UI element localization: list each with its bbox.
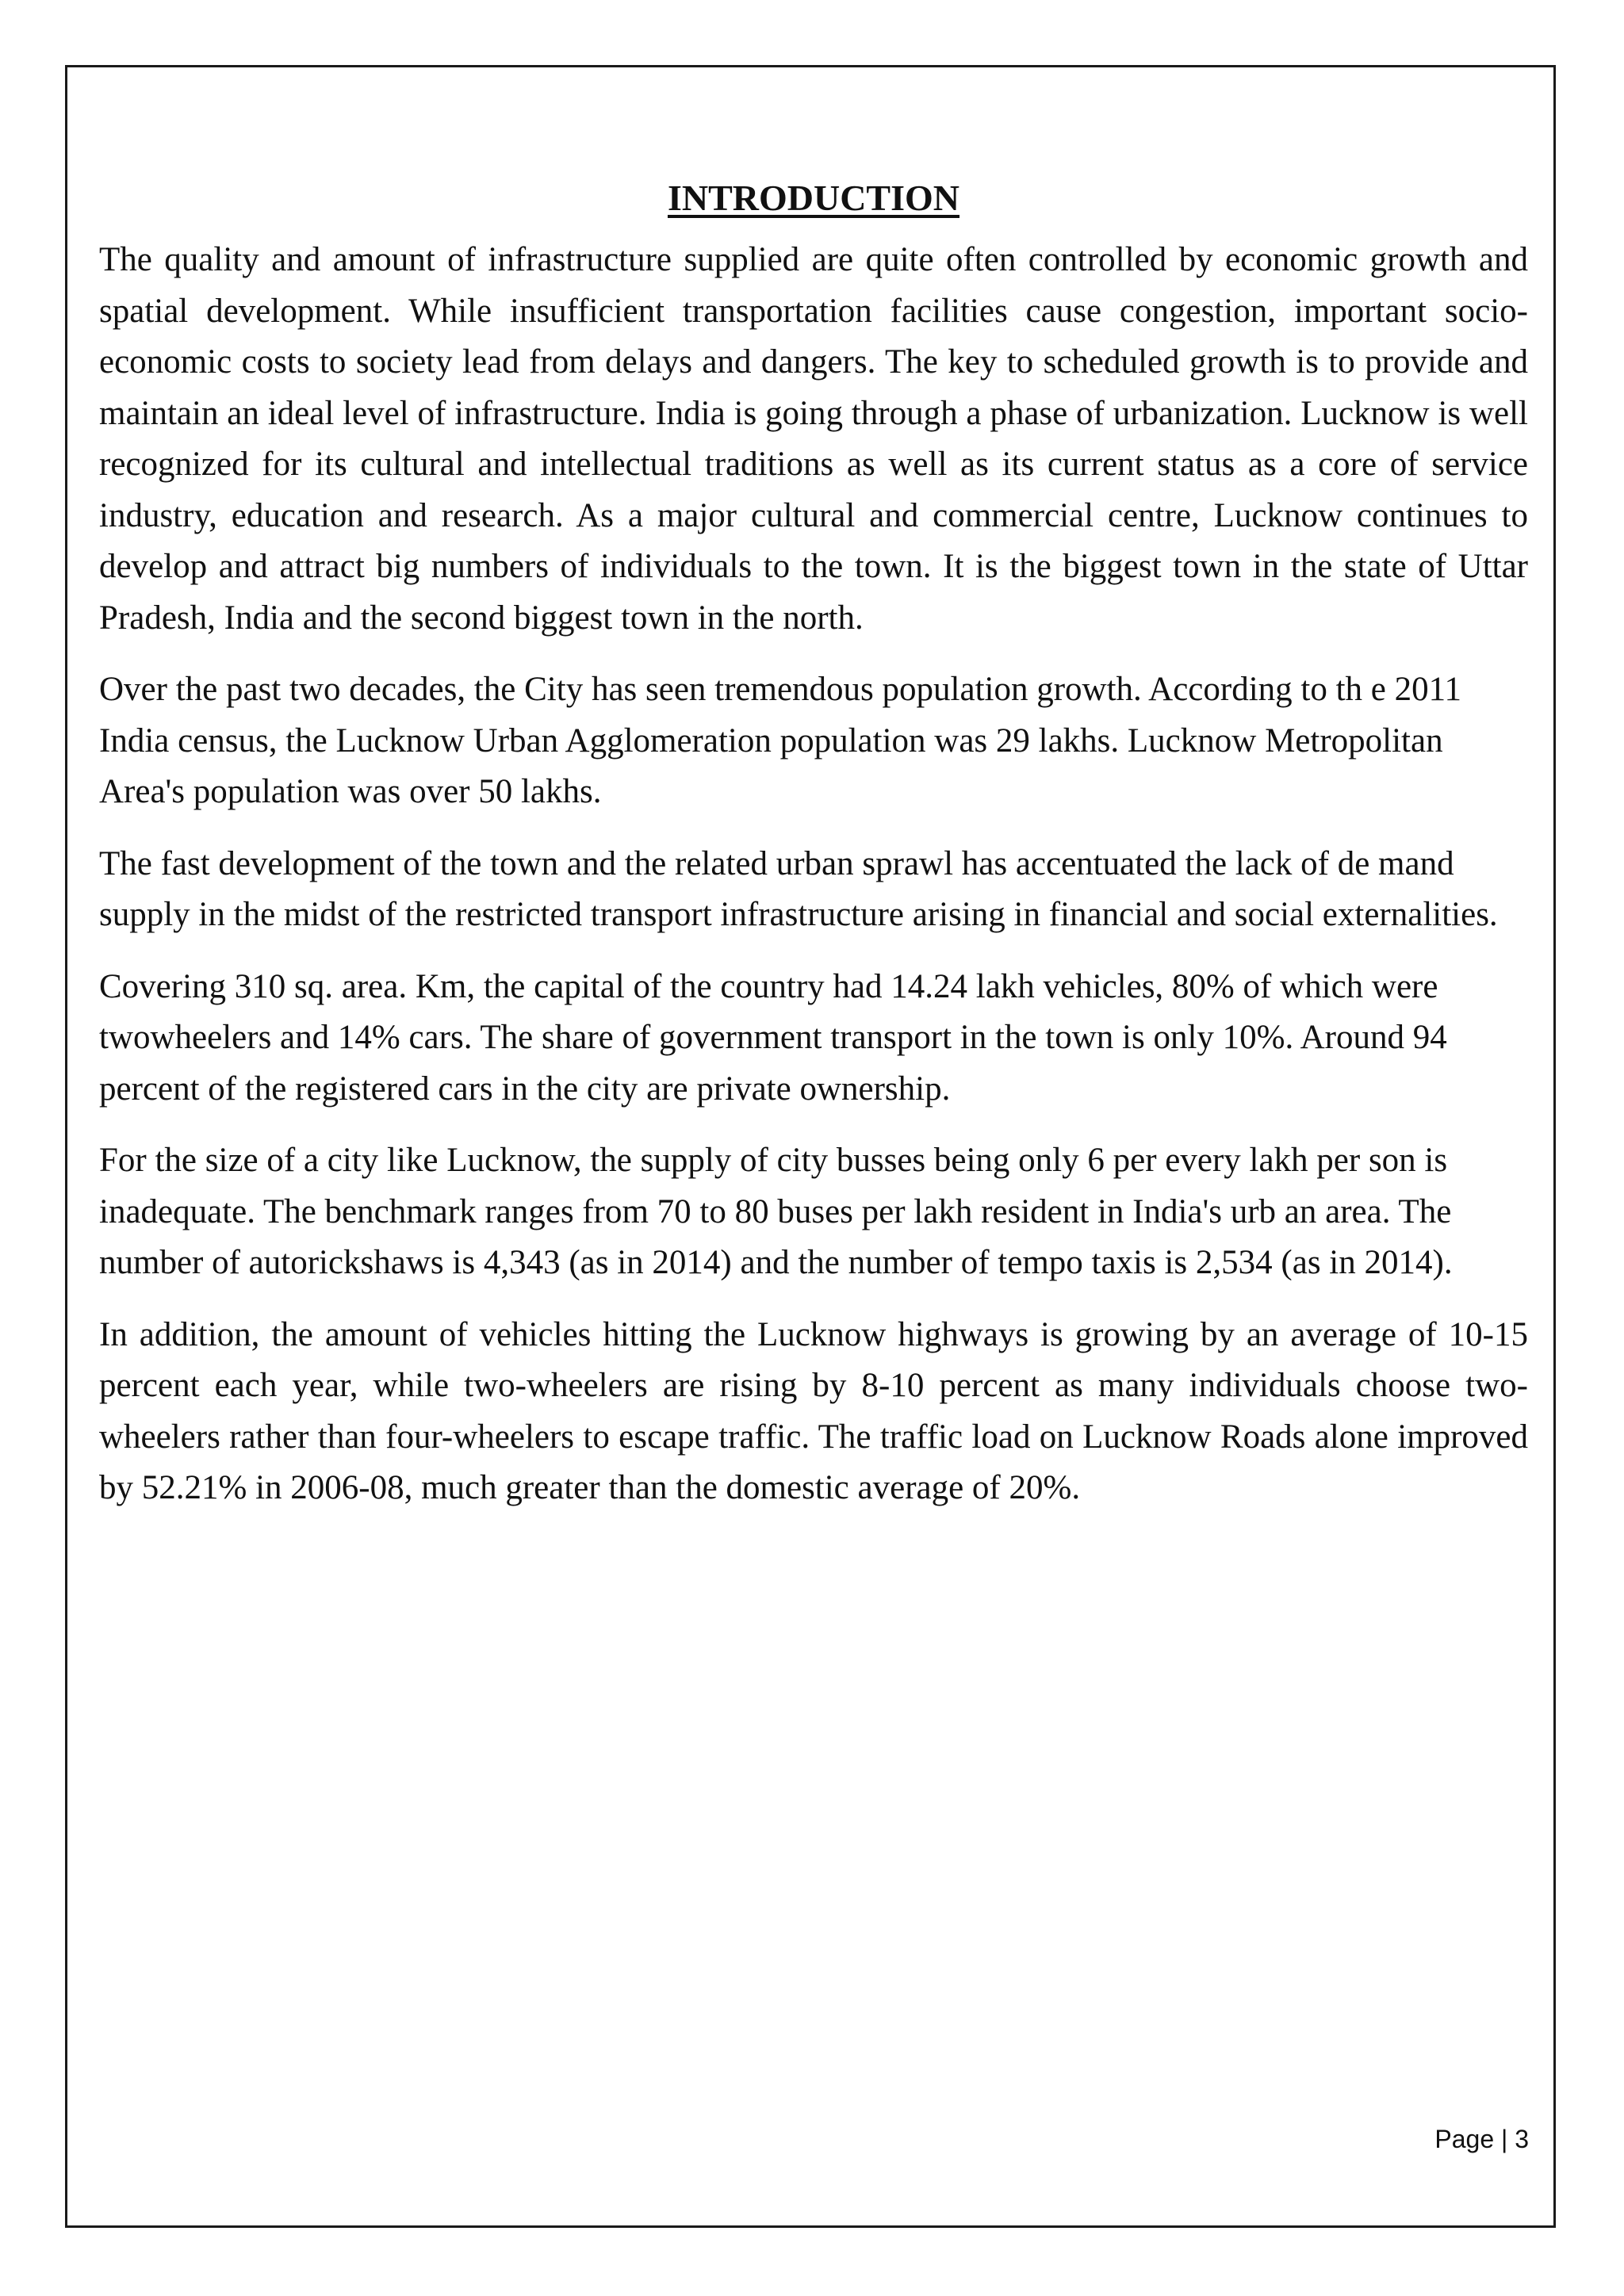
document-body bbox=[99, 176, 1528, 1535]
paragraph-6: In addition, the amount of vehicles hitting the Lucknow highways is growing by an average of 10-15 percent each year, while two-wheelers are rising by 8-10 percent as many individuals choose two-wheelers rather than four-wheelers to escape traffic. The traffic load on Lucknow Roads alone improved by 52.21% in 2006-08, much greater than the domestic average of 20%. bbox=[99, 1315, 1528, 1506]
paragraph-4: Covering 310 sq. area. Km, the capital of the country had 14.24 lakh vehicles, 80% of which were twowheelers and 14% cars. The share of government transport in the town is only 10%. Around 94 percent of the registered cars in the city are private ownership. bbox=[99, 967, 1447, 1108]
paragraph-5: For the size of a city like Lucknow, the supply of city busses being only 6 per every lakh per son is inadequate. The benchmark ranges from 70 to 80 buses per lakh resident in India's urb an area. The number of autorickshaws is 4,343 (as in 2014) and the number of tempo taxis is 2,534 (as in 2014). bbox=[99, 1142, 1453, 1281]
paragraph-1: The quality and amount of infrastructure supplied are quite often controlled by economic growth and spatial development. While insufficient transportation facilities cause congestion, important socio-economic costs to society lead from delays and dangers. The key to scheduled growth is to provide and maintain an ideal level of infrastructure. India is going through a phase of urbanization. Lucknow is well recognized for its cultural and intellectual traditions as well as its current status as a core of service industry, education and research. As a major cultural and commercial centre, Lucknow continues to develop and attract big numbers of individuals to the town. It is the biggest town in the state of Uttar Pradesh, India and the second biggest town in the north. bbox=[99, 241, 1528, 637]
paragraph-3: The fast development of the town and the related urban sprawl has accentuated the lack of de mand supply in the midst of the restricted transport infrastructure arising in financial and social externalities. bbox=[99, 844, 1498, 933]
page-number: Page | 3 bbox=[1434, 2125, 1529, 2153]
paragraph-2: Over the past two decades, the City has seen tremendous population growth. According to th e 2011 India census, the Lucknow Urban Agglomeration population was 29 lakhs. Lucknow Metropolitan Area's population was over 50 lakhs. bbox=[99, 671, 1462, 810]
page-title: INTRODUCTION bbox=[667, 178, 960, 218]
